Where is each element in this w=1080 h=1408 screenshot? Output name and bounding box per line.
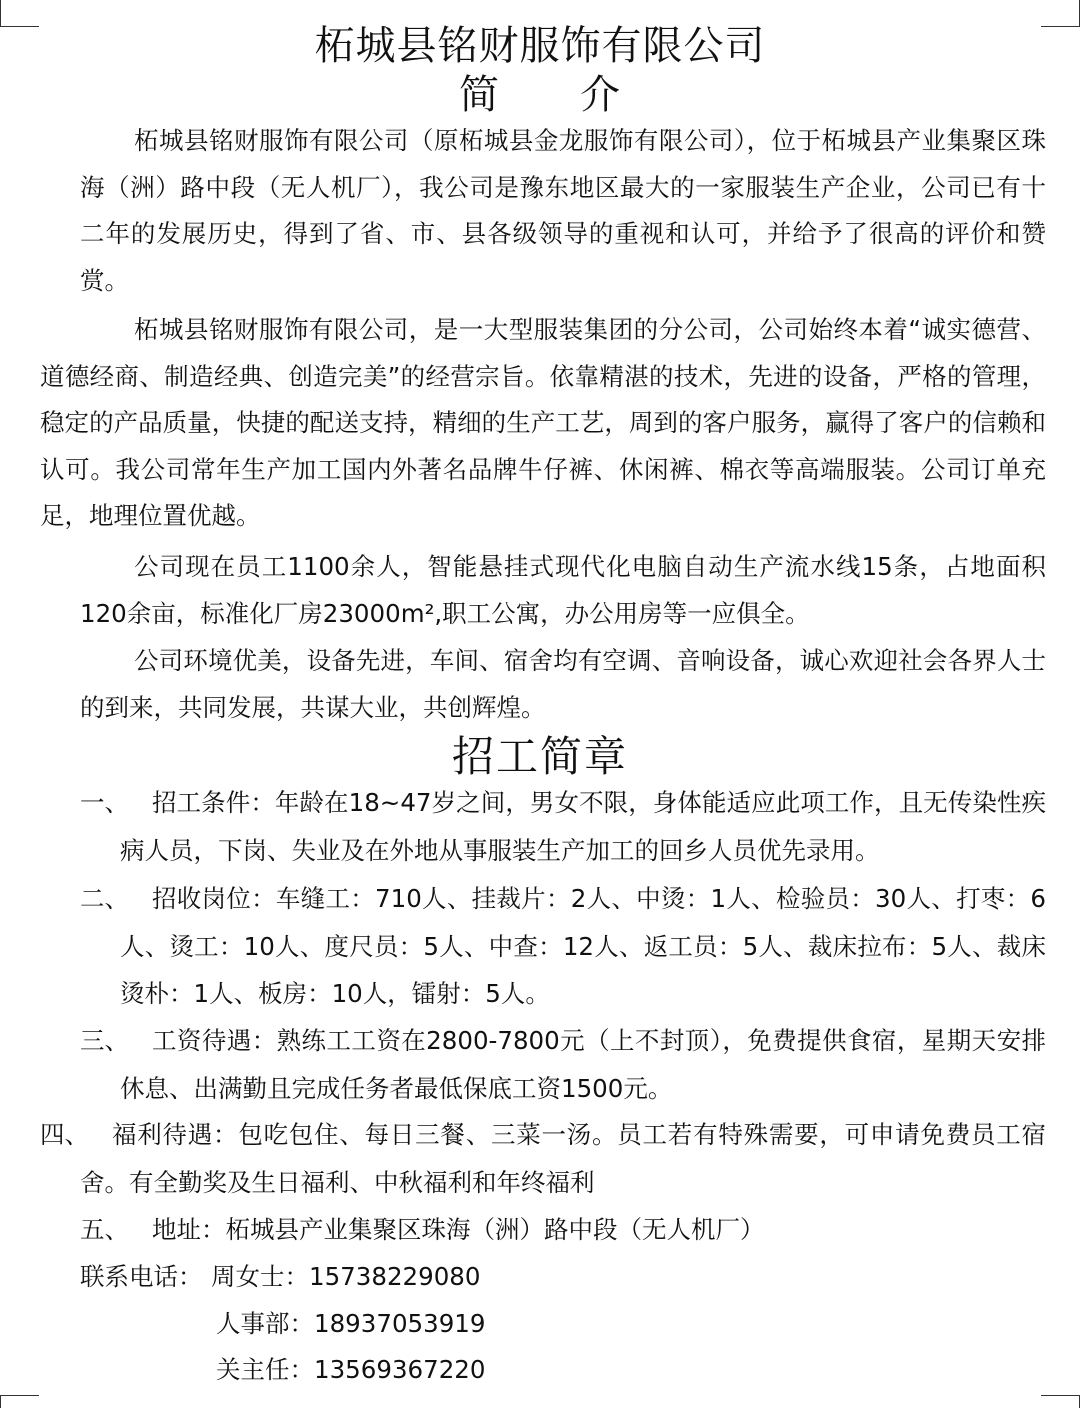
contact-entry-2: 人事部：18937053919 [216,1309,486,1338]
intro-paragraph-2: 柘城县铭财服饰有限公司，是一大型服装集团的分公司，公司始终本着“诚实德营、道德经商、制造经典、创造完美”的经营宗旨。依靠精湛的技术，先进的设备，严格的管理，稳定的产品质量，快捷的配送支持，精细的生产工艺，周到的客户服务，赢得了客户的信赖和认可。我公司常年生产加工国内外著名品牌牛仔裤、休闲裤、棉衣等高端服装。公司订单充足，地理位置优越。 [40,315,1046,530]
recruit-item-5 [0,1206,1080,1254]
intro-heading-char-1: 简 [459,72,500,118]
recruit-item-4 [0,1111,1080,1207]
item-text: 招收岗位：车缝工：710人、挂裁片：2人、中烫：1人、检验员：30人、打枣：6人、烫工：10人、度尺员：5人、中查：12人、返工员：5人、裁床拉布：5人、裁床烫朴：1人、板房：10人，镭射：5人。 [120,884,1046,1008]
recruit-item-1 [0,779,1080,875]
item-text: 地址：柘城县产业集聚区珠海（洲）路中段（无人机厂） [152,1215,765,1244]
item-number: 五、 [80,1215,129,1244]
intro-heading-char-2: 介 [580,72,621,118]
item-number: 三、 [80,1026,129,1055]
intro-paragraph-1: 柘城县铭财服饰有限公司（原柘城县金龙服饰有限公司），位于柘城县产业集聚区珠海（洲）路中段（无人机厂），我公司是豫东地区最大的一家服装生产企业，公司已有十二年的发展历史，得到了省、市、县各级领导的重视和认可，并给予了很高的评价和赞赏。 [80,126,1046,295]
item-text: 福利待遇：包吃包住、每日三餐、三菜一汤。员工若有特殊需要，可申请免费员工宿舍。有全勤奖及生日福利、中秋福利和年终福利 [80,1120,1046,1197]
item-number: 二、 [80,884,129,913]
recruit-item-2 [0,875,1080,1018]
recruit-item-3 [0,1017,1080,1113]
company-title: 柘城县铭财服饰有限公司 [314,23,766,69]
contact-label: 联系电话： [80,1262,203,1291]
intro-paragraph-3: 公司现在员工1100余人，智能悬挂式现代化电脑自动生产流水线15条，占地面积120余亩，标准化厂房23000m²,职工公寓，办公用房等一应俱全。 [80,552,1046,628]
contact-entry-3: 关主任：13569367220 [216,1355,486,1384]
intro-paragraph-4: 公司环境优美，设备先进，车间、宿舍均有空调、音响设备，诚心欢迎社会各界人士的到来，共同发展，共谋大业，共创辉煌。 [80,646,1046,722]
item-number: 一、 [80,788,129,817]
recruitment-heading: 招工简章 [451,732,628,781]
crop-mark-bottom-left [0,1395,39,1408]
item-text: 工资待遇：熟练工工资在2800-7800元（上不封顶），免费提供食宿，星期天安排休息、出满勤且完成任务者最低保底工资1500元。 [120,1026,1046,1103]
item-number: 四、 [40,1120,89,1149]
contact-entry-1: 周女士：15738229080 [211,1262,481,1291]
crop-mark-bottom-right [1041,1395,1080,1408]
intro-heading [0,70,1080,120]
item-text: 招工条件：年龄在18~47岁之间，男女不限，身体能适应此项工作，且无传染性疾病人员，下岗、失业及在外地从事服装生产加工的回乡人员优先录用。 [120,788,1046,865]
